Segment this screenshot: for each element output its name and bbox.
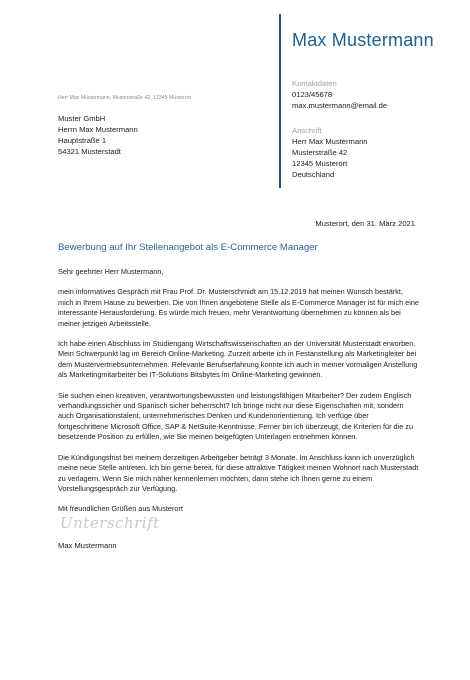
address-label: Anschrift [292, 126, 322, 135]
greeting: Sehr geehrter Herr Mustermann, [58, 267, 164, 276]
letter-subject: Bewerbung auf Ihr Stellenangebot als E-Commerce Manager [58, 242, 318, 253]
applicant-name: Max Mustermann [292, 30, 434, 50]
divider-line [279, 14, 281, 188]
address-city: 12345 Musterort [292, 159, 348, 168]
letter-body [58, 267, 420, 525]
recipient-street: Hauptstraße 1 [58, 136, 107, 145]
contact-phone: 0123/45678 [292, 90, 333, 99]
address-block [292, 125, 368, 180]
contact-block [292, 78, 387, 111]
contact-email: max.mustermann@email.de [292, 101, 388, 110]
contact-label: Kontaktdaten [292, 79, 337, 88]
recipient-city: 54321 Musterstadt [58, 147, 121, 156]
closing: Mit freundlichen Grüßen aus Musterort [58, 504, 183, 514]
signature: Unterschrift [60, 514, 160, 532]
paragraph-2: Ich habe einen Abschluss im Studiengang Wirtschaftswissenschaften an der Universität Musterstadt erworben. Mein Schwerpunkt lag im Bereich Online-Marketing. Zurzeit arbeite ich in Festanstellung als Marketingleiter bei dem Mustervertriebsunternehmen. Relevante Berufserfahrung konnte ich auch in meiner vormaligen Anstellung als Marketingmitarbeiter bei IT-Solutions Bitsbytes im Online-Marketing gewinnen. [58, 339, 418, 380]
sender-return-line: Herr Max Mustermann, Musterstraße 42, 12345 Musterort [58, 95, 191, 101]
address-street: Musterstraße 42 [292, 148, 348, 157]
paragraph-4: Die Kündigungsfrist bei meinem derzeitigen Arbeitgeber beträgt 3 Monate. Im Anschluss kann ich unverzüglich meine neue Stelle antreten. Ich bin gerne bereit, für diese attraktive Tätigkeit meinen Wohnort nach Musterstadt zu verlagern. Wenn Sie mich näher kennenlernen möchten, dann stehe ich Ihnen gerne zu einem Vorstellungsgespräch zur Verfügung. [58, 452, 419, 493]
letter-date: Musterort, den 31. März 2021 [315, 219, 415, 228]
paragraph-1: mein informatives Gespräch mit Frau Prof. Dr. Musterschmidt am 15.12.2019 hat meinen Wunsch bestärkt, mich in Ihrem Hause zu bewerben. Die von Ihnen angebotene Stelle als E-Commerce Manager ist für mich eine interessante Herausforderung. Es würde mich freuen, mehr Verantwortung übernehmen zu können als bei meiner jetzigen Arbeitsstelle. [58, 287, 419, 328]
recipient-person: Herrn Max Mustermann [58, 125, 138, 134]
signed-name: Max Mustermann [58, 541, 117, 550]
paragraph-3: Sie suchen einen kreativen, verantwortungsbewussten und leistungsfähigen Mitarbeiter? Der zudem Englisch verhandlungssicher und Spanisch sicher beherrscht? Ich bringe nicht nur diese Eigenschaften mit, sondern auch Organisationstalent, unternehmerisches Denken und Kundenorientierung. Ich verfüge über fortgeschrittene Microsoft Office, SAP & NetSuite-Kenntnisse. Ferner bin ich überzeugt, die Kriterien für die zu besetzende Position zu erfüllen, wie Sie meinen beigefügten Unterlagen entnehmen können. [58, 390, 414, 442]
recipient-company: Muster GmbH [58, 114, 106, 123]
address-country: Deutschland [292, 170, 335, 179]
recipient-block [58, 113, 138, 157]
address-name: Herr Max Mustermann [292, 137, 368, 146]
